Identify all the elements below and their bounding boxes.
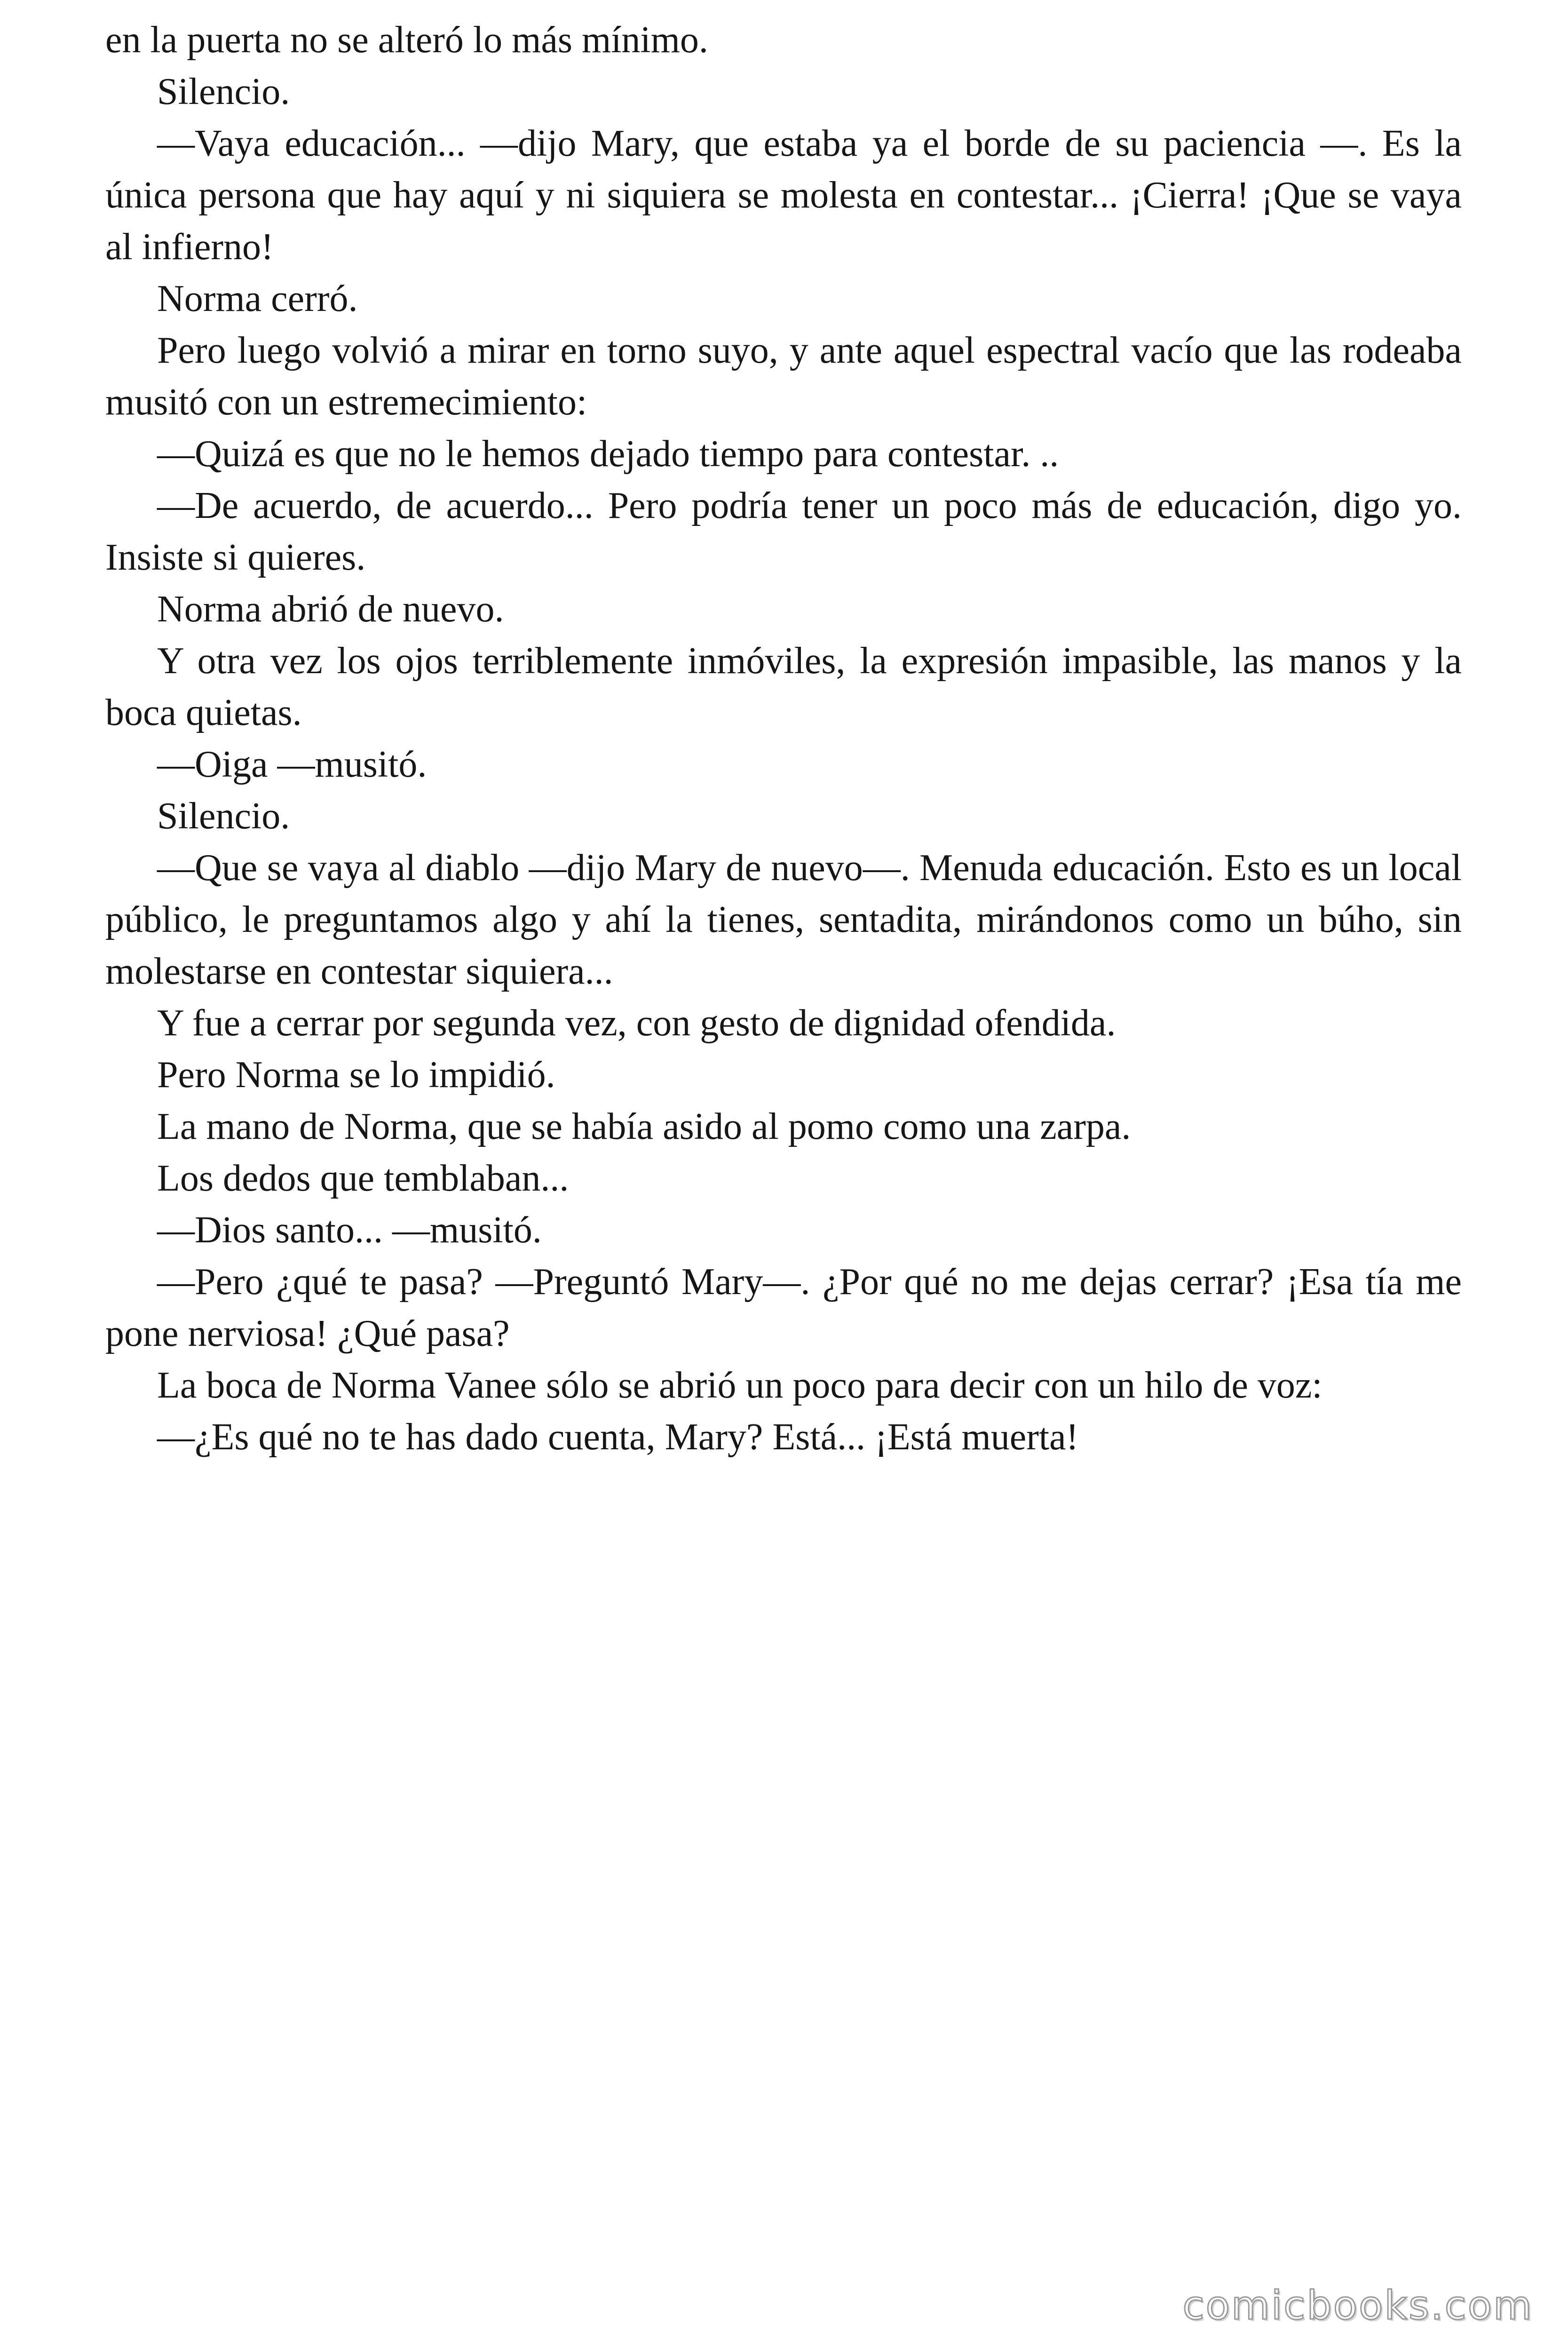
- document-page: [105, 14, 1462, 1463]
- paragraph: Norma cerró.: [157, 278, 358, 319]
- paragraph: La boca de Norma Vanee sólo se abrió un poco para decir con un hilo de voz:: [157, 1365, 1323, 1406]
- paragraph: Los dedos que temblaban...: [157, 1158, 569, 1199]
- paragraph: en la puerta no se alteró lo más mínimo.: [105, 19, 708, 61]
- paragraph: —Vaya educación... —dijo Mary, que estaba ya el borde de su paciencia —. Es la única persona que hay aquí y ni siquiera se molesta en contestar... ¡Cierra! ¡Que se vaya al infierno!: [105, 123, 1462, 268]
- paragraph: —Que se vaya al diablo —dijo Mary de nuevo—. Menuda educación. Esto es un local público, le preguntamos algo y ahí la tienes, sentadita, mirándonos como un búho, sin molestarse en contestar siquiera...: [105, 847, 1462, 992]
- paragraph: La mano de Norma, que se había asido al pomo como una zarpa.: [157, 1106, 1131, 1147]
- paragraph: —Oiga —musitó.: [157, 744, 427, 785]
- paragraph: Silencio.: [157, 795, 290, 837]
- paragraph: Norma abrió de nuevo.: [157, 588, 504, 630]
- paragraph: —¿Es qué no te has dado cuenta, Mary? Está... ¡Está muerta!: [157, 1416, 1079, 1458]
- paragraph: Silencio.: [157, 71, 290, 112]
- paragraph: —De acuerdo, de acuerdo... Pero podría tener un poco más de educación, digo yo. Insiste si quieres.: [105, 485, 1462, 578]
- paragraph: —Dios santo... —musitó.: [157, 1209, 542, 1251]
- paragraph: Pero luego volvió a mirar en torno suyo, y ante aquel espectral vacío que las rodeaba musitó con un estremecimiento:: [105, 330, 1462, 423]
- paragraph: Pero Norma se lo impidió.: [157, 1054, 555, 1096]
- paragraph: Y otra vez los ojos terriblemente inmóviles, la expresión impasible, las manos y la boca quietas.: [105, 640, 1462, 733]
- watermark: comicbooks.com: [1182, 2282, 1533, 2328]
- paragraph: Y fue a cerrar por segunda vez, con gesto de dignidad ofendida.: [157, 1002, 1116, 1044]
- paragraph: —Pero ¿qué te pasa? —Preguntó Mary—. ¿Por qué no me dejas cerrar? ¡Esa tía me pone nerviosa! ¿Qué pasa?: [105, 1261, 1462, 1354]
- paragraph: —Quizá es que no le hemos dejado tiempo para contestar. ..: [157, 433, 1059, 475]
